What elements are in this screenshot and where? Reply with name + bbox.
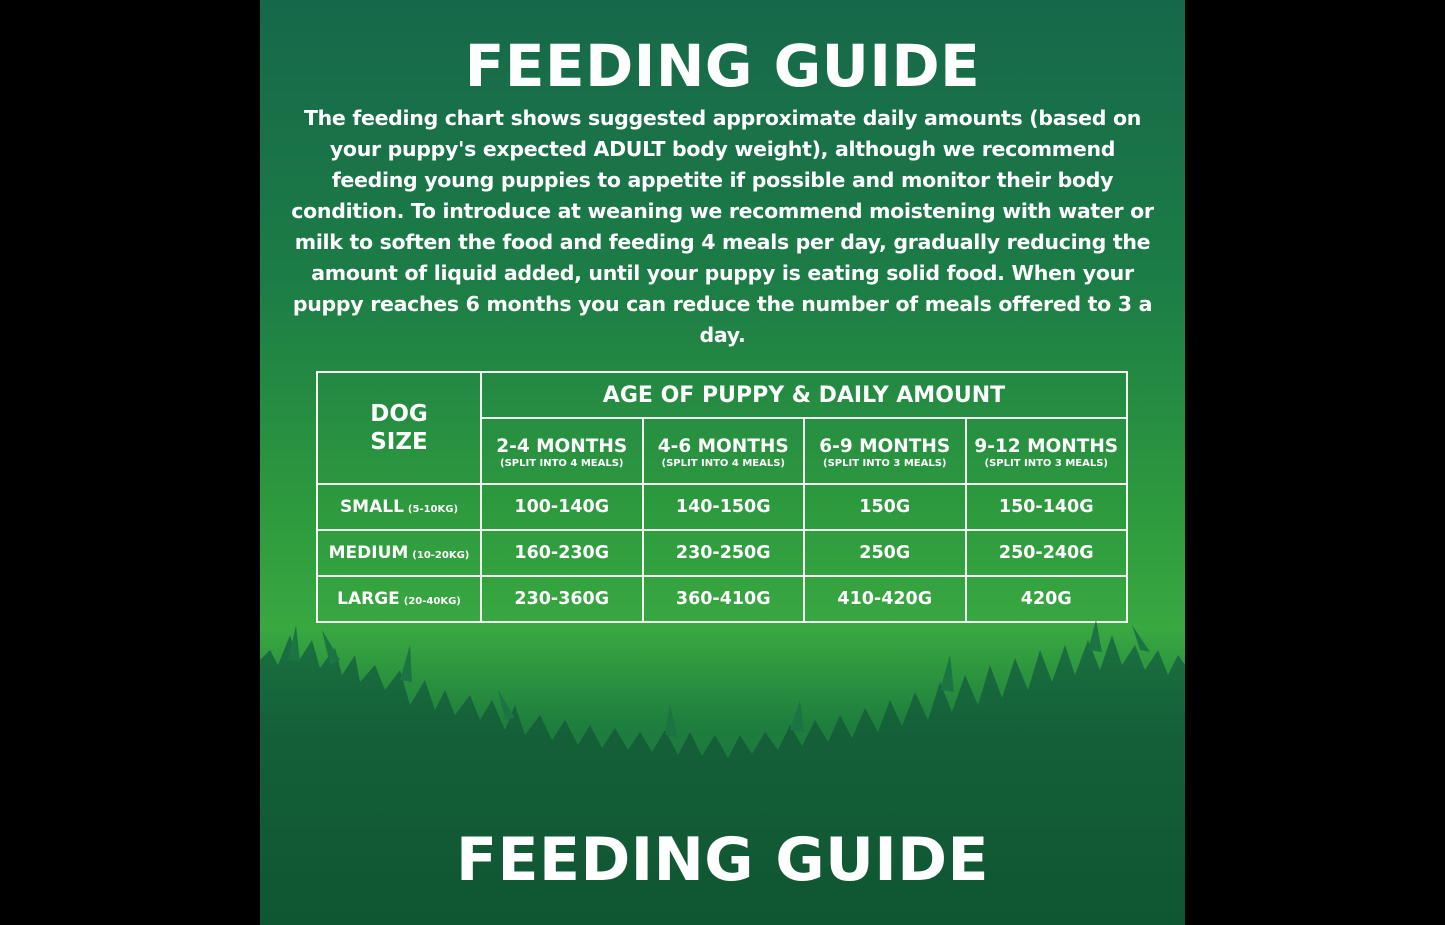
intro-paragraph: The feeding chart shows suggested approximate daily amounts (based on your puppy's expected ADULT body weight), although we recommend feeding young puppies to appetite if possible and monitor their body condition. To introduce at weaning we recommend moistening with water or milk to soften the food and feeding 4 meals per day, gradually reducing the amount of liquid added, until your puppy is eating solid food. When your puppy reaches 6 months you can reduce the number of meals offered to 3 a day.	[291, 106, 1154, 347]
size-range: (10-20KG)	[412, 550, 470, 561]
dog-size-header-line2: SIZE	[370, 429, 428, 455]
page-title: FEEDING GUIDE	[464, 32, 981, 100]
age-column-header	[481, 418, 643, 484]
age-meals-note: (SPLIT INTO 4 MEALS)	[500, 458, 624, 469]
amount-cell: 230-360G	[481, 576, 643, 622]
table-row-small	[317, 484, 1127, 530]
amount-cell: 150G	[804, 484, 966, 530]
amount-cell: 100-140G	[481, 484, 643, 530]
size-range: (5-10KG)	[407, 504, 459, 515]
size-label: SMALL	[339, 497, 404, 517]
amount-cell: 140-150G	[643, 484, 805, 530]
age-column-header	[643, 418, 805, 484]
amount-cell: 360-410G	[643, 576, 805, 622]
table-row-medium	[317, 530, 1127, 576]
size-cell	[317, 576, 481, 622]
dog-size-header-line1: DOG	[370, 401, 428, 427]
feeding-table-container	[316, 371, 1128, 619]
size-cell	[317, 484, 481, 530]
size-label: MEDIUM	[328, 543, 409, 563]
age-column-header	[804, 418, 966, 484]
feeding-guide-panel	[260, 0, 1185, 925]
size-label: LARGE	[337, 589, 400, 609]
age-column-header	[966, 418, 1128, 484]
amount-cell: 150-140G	[966, 484, 1128, 530]
table-row-large	[317, 576, 1127, 622]
age-meals-note: (SPLIT INTO 4 MEALS)	[661, 458, 785, 469]
age-label: 4-6 MONTHS	[657, 436, 789, 457]
size-range: (20-40KG)	[403, 596, 461, 607]
amount-cell: 250-240G	[966, 530, 1128, 576]
footer-title: FEEDING GUIDE	[455, 825, 990, 895]
age-label: 2-4 MONTHS	[496, 436, 628, 457]
age-label: 6-9 MONTHS	[819, 436, 951, 457]
amount-cell: 160-230G	[481, 530, 643, 576]
age-header: AGE OF PUPPY & DAILY AMOUNT	[481, 372, 1127, 418]
dog-size-header	[317, 372, 481, 484]
age-label: 9-12 MONTHS	[974, 436, 1119, 457]
age-meals-note: (SPLIT INTO 3 MEALS)	[823, 458, 947, 469]
amount-cell: 420G	[966, 576, 1128, 622]
amount-cell: 230-250G	[643, 530, 805, 576]
size-cell	[317, 530, 481, 576]
amount-cell: 250G	[804, 530, 966, 576]
age-meals-note: (SPLIT INTO 3 MEALS)	[984, 458, 1108, 469]
amount-cell: 410-420G	[804, 576, 966, 622]
feeding-table	[316, 371, 1128, 623]
